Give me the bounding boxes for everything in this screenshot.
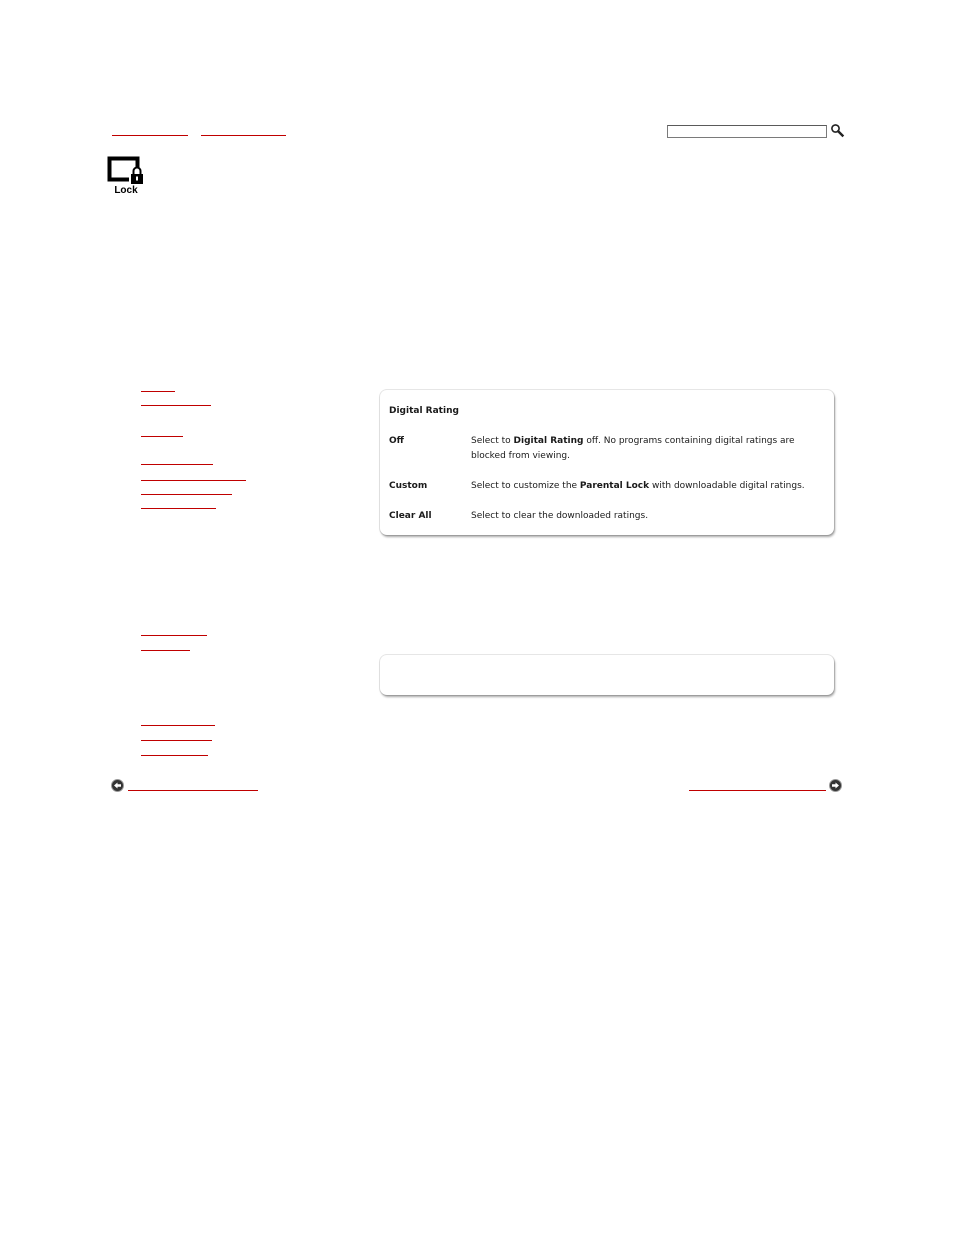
menu-link[interactable]	[141, 480, 246, 481]
menu-link[interactable]	[141, 755, 208, 756]
search-button[interactable]	[829, 122, 845, 138]
menu-link[interactable]	[141, 494, 232, 495]
lock-icon	[107, 156, 145, 186]
breadcrumb-link-2[interactable]	[201, 135, 286, 136]
next-page-button[interactable]	[829, 779, 842, 792]
term-clear-all: Clear All	[389, 511, 432, 521]
lock-label: Lock	[114, 185, 138, 196]
note-box	[380, 655, 834, 695]
menu-link[interactable]	[141, 464, 213, 465]
term-custom: Custom	[389, 481, 428, 491]
term-off: Off	[389, 436, 404, 446]
digital-rating-table	[380, 390, 834, 535]
prev-page-link[interactable]	[128, 790, 258, 791]
desc-clear-all: Select to clear the downloaded ratings.	[471, 511, 649, 521]
menu-link[interactable]	[141, 436, 183, 437]
menu-link[interactable]	[141, 635, 207, 636]
menu-link[interactable]	[141, 508, 216, 509]
arrow-right-icon	[830, 780, 841, 791]
menu-link[interactable]	[141, 391, 175, 392]
menu-link[interactable]	[141, 405, 211, 406]
search-input[interactable]	[667, 125, 827, 138]
next-page-link[interactable]	[689, 790, 826, 791]
menu-link[interactable]	[141, 725, 215, 726]
breadcrumb-link-1[interactable]	[112, 135, 188, 136]
menu-link[interactable]	[141, 740, 212, 741]
menu-link[interactable]	[141, 650, 190, 651]
desc-off: Select to Digital Rating off. No programs containing digital ratings are blocked from viewing.	[471, 436, 795, 461]
desc-custom: Select to customize the Parental Lock with downloadable digital ratings.	[471, 481, 805, 491]
prev-page-button[interactable]	[111, 779, 124, 792]
table-title: Digital Rating	[389, 406, 459, 416]
arrow-left-icon	[112, 780, 123, 791]
search-icon	[829, 122, 845, 138]
